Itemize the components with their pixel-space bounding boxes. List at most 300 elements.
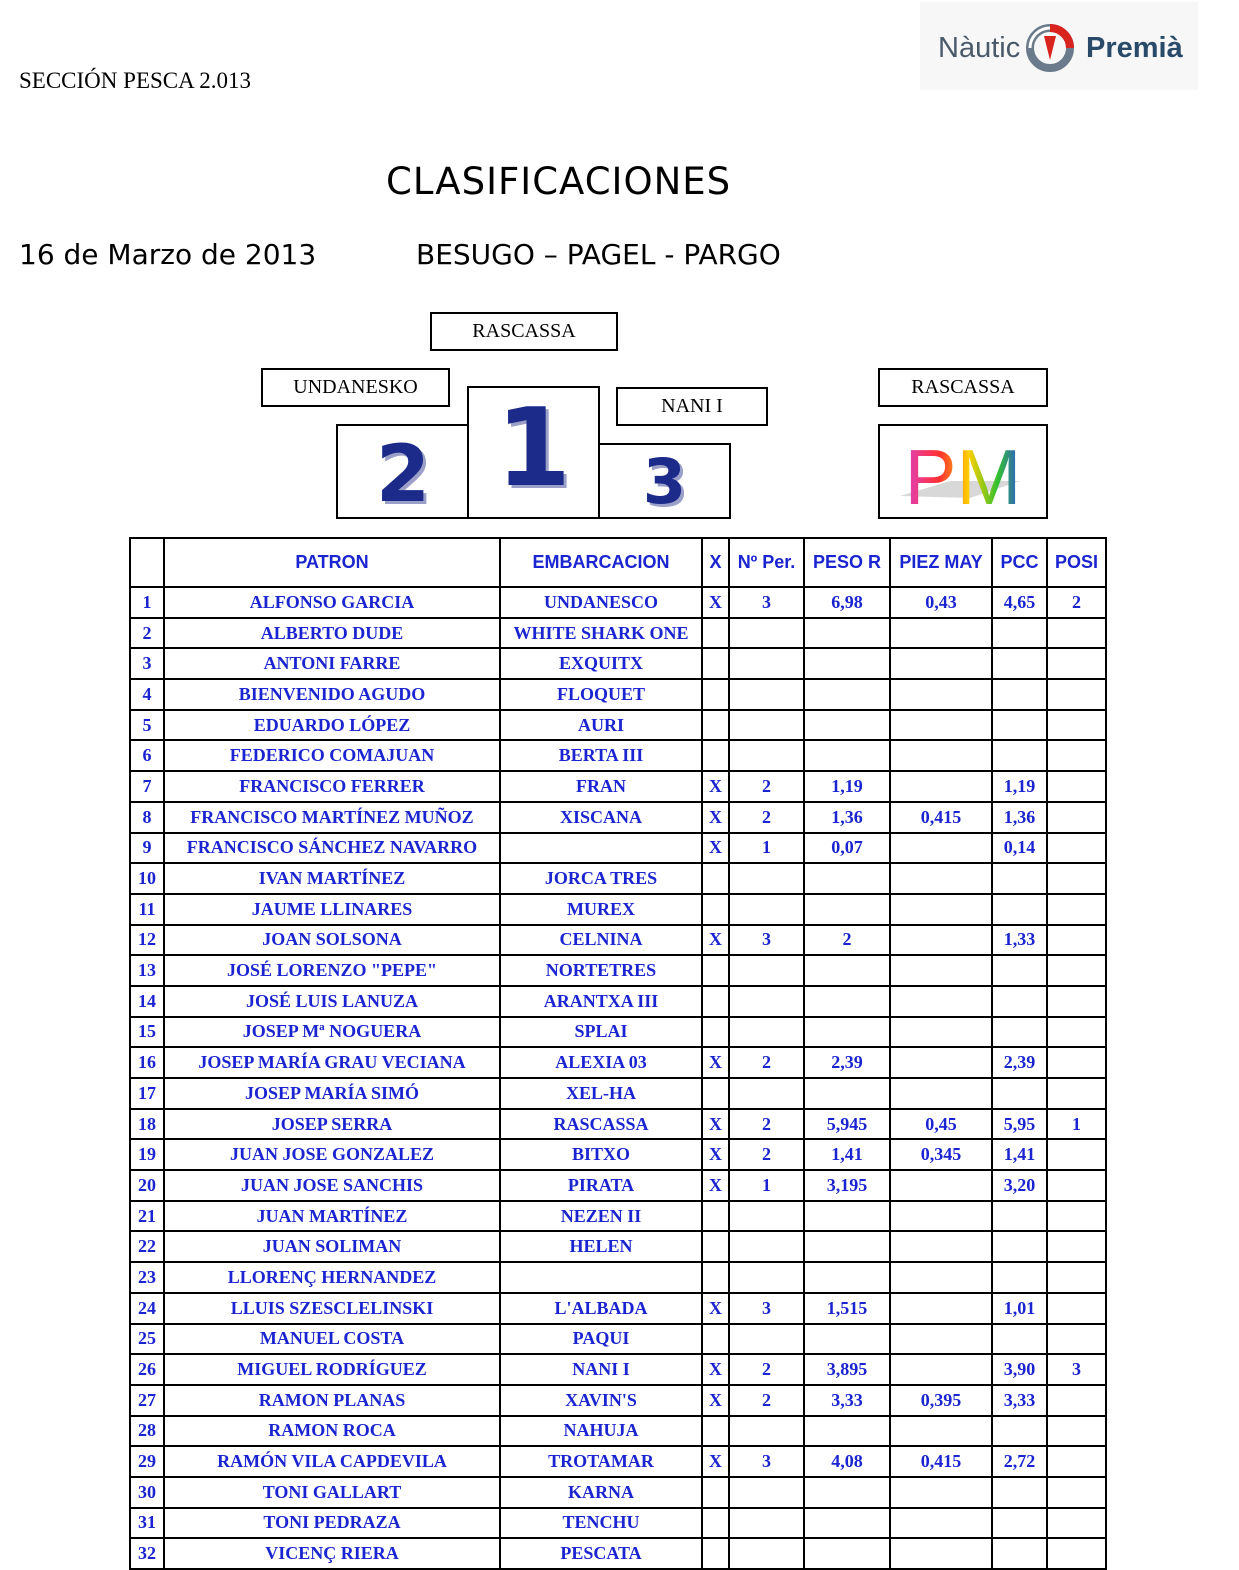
patron-cell: FRANCISCO MARTÍNEZ MUÑOZ: [164, 802, 500, 833]
posi-cell: [1047, 1078, 1106, 1109]
embarcacion-cell: PESCATA: [500, 1538, 702, 1569]
results-table: [129, 537, 1107, 1570]
x-mark-cell: [702, 1262, 729, 1293]
posi-cell: [1047, 1293, 1106, 1324]
pcc-cell: [992, 1078, 1047, 1109]
table-row: [130, 1446, 1106, 1477]
embarcacion-cell: XEL-HA: [500, 1078, 702, 1109]
table-row: [130, 955, 1106, 986]
piez-may-cell: [890, 1170, 992, 1201]
piez-may-cell: 0,345: [890, 1139, 992, 1170]
embarcacion-cell: XISCANA: [500, 802, 702, 833]
peso-r-cell: 1,36: [804, 802, 890, 833]
embarcacion-cell: NANI I: [500, 1354, 702, 1385]
posi-cell: [1047, 1262, 1106, 1293]
table-row: [130, 1231, 1106, 1262]
peso-r-cell: [804, 1538, 890, 1569]
num-per-cell: [729, 863, 804, 894]
embarcacion-cell: [500, 833, 702, 864]
embarcacion-cell: KARNA: [500, 1477, 702, 1508]
embarcacion-cell: PAQUI: [500, 1324, 702, 1355]
patron-cell: RAMON ROCA: [164, 1416, 500, 1447]
posi-cell: [1047, 1538, 1106, 1569]
piez-may-cell: [890, 1078, 992, 1109]
posi-cell: [1047, 1201, 1106, 1232]
num-per-cell: [729, 1508, 804, 1539]
podium-first-step: [467, 386, 600, 519]
num-per-cell: [729, 1201, 804, 1232]
patron-cell: LLORENÇ HERNANDEZ: [164, 1262, 500, 1293]
table-row: [130, 1109, 1106, 1140]
embarcacion-cell: CELNINA: [500, 925, 702, 956]
table-row: [130, 587, 1106, 618]
num-per-cell: 2: [729, 1047, 804, 1078]
peso-r-cell: [804, 1508, 890, 1539]
table-row: [130, 1354, 1106, 1385]
col-header-patron: PATRON: [164, 538, 500, 587]
peso-r-cell: [804, 986, 890, 1017]
pcc-cell: [992, 1477, 1047, 1508]
peso-r-cell: [804, 1201, 890, 1232]
pcc-cell: [992, 618, 1047, 649]
patron-cell: JOSÉ LUIS LANUZA: [164, 986, 500, 1017]
x-mark-cell: [702, 1508, 729, 1539]
row-number-cell: 19: [130, 1139, 164, 1170]
patron-cell: FEDERICO COMAJUAN: [164, 740, 500, 771]
patron-cell: RAMON PLANAS: [164, 1385, 500, 1416]
pcc-cell: [992, 648, 1047, 679]
embarcacion-cell: HELEN: [500, 1231, 702, 1262]
posi-cell: [1047, 863, 1106, 894]
embarcacion-cell: PIRATA: [500, 1170, 702, 1201]
patron-cell: FRANCISCO FERRER: [164, 771, 500, 802]
podium-second-rank: 2: [375, 430, 431, 520]
num-per-cell: 3: [729, 1293, 804, 1324]
patron-cell: MIGUEL RODRÍGUEZ: [164, 1354, 500, 1385]
podium-third-rank: 3: [642, 445, 687, 518]
peso-r-cell: [804, 679, 890, 710]
patron-cell: JUAN MARTÍNEZ: [164, 1201, 500, 1232]
x-mark-cell: X: [702, 587, 729, 618]
peso-r-cell: [804, 1017, 890, 1048]
x-mark-cell: [702, 1416, 729, 1447]
embarcacion-cell: RASCASSA: [500, 1109, 702, 1140]
pcc-cell: 3,20: [992, 1170, 1047, 1201]
row-number-cell: 15: [130, 1017, 164, 1048]
pcc-cell: 5,95: [992, 1109, 1047, 1140]
pcc-cell: [992, 1324, 1047, 1355]
peso-r-cell: 3,895: [804, 1354, 890, 1385]
num-per-cell: 2: [729, 1385, 804, 1416]
pcc-cell: [992, 679, 1047, 710]
table-row: [130, 1477, 1106, 1508]
piez-may-cell: [890, 1508, 992, 1539]
pcc-cell: 1,36: [992, 802, 1047, 833]
table-row: [130, 740, 1106, 771]
peso-r-cell: [804, 648, 890, 679]
x-mark-cell: [702, 863, 729, 894]
row-number-cell: 17: [130, 1078, 164, 1109]
embarcacion-cell: BERTA III: [500, 740, 702, 771]
logo-text-left: Nàutic: [938, 32, 1021, 64]
embarcacion-cell: AURI: [500, 710, 702, 741]
logo-text-right: Premià: [1086, 32, 1183, 64]
peso-r-cell: [804, 1416, 890, 1447]
posi-cell: [1047, 771, 1106, 802]
event-date: 16 de Marzo de 2013: [19, 238, 317, 271]
x-mark-cell: [702, 710, 729, 741]
patron-cell: JUAN JOSE SANCHIS: [164, 1170, 500, 1201]
piez-may-cell: [890, 1324, 992, 1355]
pm-logo: [878, 424, 1048, 519]
num-per-cell: 3: [729, 925, 804, 956]
pcc-cell: [992, 1508, 1047, 1539]
x-mark-cell: [702, 1477, 729, 1508]
peso-r-cell: [804, 955, 890, 986]
pm-logo-text: PM: [904, 433, 1022, 517]
embarcacion-cell: FRAN: [500, 771, 702, 802]
piez-may-cell: 0,415: [890, 802, 992, 833]
col-header-num: [130, 538, 164, 587]
posi-cell: [1047, 1385, 1106, 1416]
piez-may-cell: [890, 1017, 992, 1048]
x-mark-cell: [702, 679, 729, 710]
patron-cell: ANTONI FARRE: [164, 648, 500, 679]
piez-may-cell: [890, 740, 992, 771]
pcc-cell: [992, 863, 1047, 894]
posi-cell: 2: [1047, 587, 1106, 618]
table-row: [130, 833, 1106, 864]
row-number-cell: 7: [130, 771, 164, 802]
posi-cell: [1047, 1231, 1106, 1262]
posi-cell: [1047, 1324, 1106, 1355]
patron-cell: ALBERTO DUDE: [164, 618, 500, 649]
x-mark-cell: X: [702, 1385, 729, 1416]
pcc-cell: 1,41: [992, 1139, 1047, 1170]
pcc-cell: 3,90: [992, 1354, 1047, 1385]
x-mark-cell: X: [702, 833, 729, 864]
x-mark-cell: [702, 1201, 729, 1232]
embarcacion-cell: TENCHU: [500, 1508, 702, 1539]
posi-cell: [1047, 802, 1106, 833]
row-number-cell: 20: [130, 1170, 164, 1201]
embarcacion-cell: NORTETRES: [500, 955, 702, 986]
col-header-pcc: PCC: [992, 538, 1047, 587]
table-row: [130, 1017, 1106, 1048]
embarcacion-cell: UNDANESCO: [500, 587, 702, 618]
piez-may-cell: [890, 986, 992, 1017]
num-per-cell: [729, 1538, 804, 1569]
podium-second-name: UNDANESKO: [261, 368, 450, 407]
peso-r-cell: [804, 863, 890, 894]
embarcacion-cell: NAHUJA: [500, 1416, 702, 1447]
peso-r-cell: 3,33: [804, 1385, 890, 1416]
x-mark-cell: [702, 1017, 729, 1048]
embarcacion-cell: JORCA TRES: [500, 863, 702, 894]
posi-cell: [1047, 710, 1106, 741]
pcc-cell: 2,72: [992, 1446, 1047, 1477]
row-number-cell: 27: [130, 1385, 164, 1416]
x-mark-cell: [702, 1078, 729, 1109]
table-row: [130, 1047, 1106, 1078]
num-per-cell: [729, 1324, 804, 1355]
piez-may-cell: [890, 1047, 992, 1078]
table-row: [130, 1078, 1106, 1109]
embarcacion-cell: ARANTXA III: [500, 986, 702, 1017]
pcc-cell: [992, 1231, 1047, 1262]
col-header-embarcacion: EMBARCACION: [500, 538, 702, 587]
x-mark-cell: [702, 1231, 729, 1262]
table-row: [130, 1385, 1106, 1416]
col-header-x: X: [702, 538, 729, 587]
patron-cell: TONI PEDRAZA: [164, 1508, 500, 1539]
patron-cell: JUAN SOLIMAN: [164, 1231, 500, 1262]
embarcacion-cell: ALEXIA 03: [500, 1047, 702, 1078]
x-mark-cell: [702, 894, 729, 925]
peso-r-cell: [804, 1231, 890, 1262]
embarcacion-cell: [500, 1262, 702, 1293]
peso-r-cell: 1,515: [804, 1293, 890, 1324]
table-row: [130, 1262, 1106, 1293]
peso-r-cell: [804, 1078, 890, 1109]
num-per-cell: [729, 679, 804, 710]
embarcacion-cell: XAVIN'S: [500, 1385, 702, 1416]
pcc-cell: 3,33: [992, 1385, 1047, 1416]
patron-cell: JOSÉ LORENZO "PEPE": [164, 955, 500, 986]
peso-r-cell: 0,07: [804, 833, 890, 864]
piez-may-cell: [890, 679, 992, 710]
table-row: [130, 1538, 1106, 1569]
embarcacion-cell: L'ALBADA: [500, 1293, 702, 1324]
num-per-cell: 2: [729, 1109, 804, 1140]
piez-may-cell: [890, 710, 992, 741]
num-per-cell: [729, 648, 804, 679]
embarcacion-cell: EXQUITX: [500, 648, 702, 679]
x-mark-cell: X: [702, 925, 729, 956]
table-row: [130, 1201, 1106, 1232]
patron-cell: LLUIS SZESCLELINSKI: [164, 1293, 500, 1324]
podium-first-name: RASCASSA: [430, 312, 618, 351]
posi-cell: [1047, 618, 1106, 649]
pcc-cell: [992, 1416, 1047, 1447]
table-row: [130, 1139, 1106, 1170]
table-row: [130, 986, 1106, 1017]
x-mark-cell: X: [702, 771, 729, 802]
patron-cell: JOSEP MARÍA SIMÓ: [164, 1078, 500, 1109]
posi-cell: [1047, 986, 1106, 1017]
patron-cell: FRANCISCO SÁNCHEZ NAVARRO: [164, 833, 500, 864]
pcc-cell: [992, 1262, 1047, 1293]
table-row: [130, 710, 1106, 741]
pcc-cell: 2,39: [992, 1047, 1047, 1078]
patron-cell: JOAN SOLSONA: [164, 925, 500, 956]
row-number-cell: 11: [130, 894, 164, 925]
piez-may-cell: [890, 1293, 992, 1324]
col-header-posi: POSI: [1047, 538, 1106, 587]
row-number-cell: 25: [130, 1324, 164, 1355]
peso-r-cell: 2: [804, 925, 890, 956]
peso-r-cell: 1,19: [804, 771, 890, 802]
embarcacion-cell: BITXO: [500, 1139, 702, 1170]
pcc-cell: 1,01: [992, 1293, 1047, 1324]
peso-r-cell: [804, 710, 890, 741]
row-number-cell: 9: [130, 833, 164, 864]
peso-r-cell: [804, 1262, 890, 1293]
patron-cell: JOSEP Mª NOGUERA: [164, 1017, 500, 1048]
event-species: BESUGO – PAGEL - PARGO: [416, 238, 781, 271]
row-number-cell: 21: [130, 1201, 164, 1232]
piez-may-cell: [890, 863, 992, 894]
row-number-cell: 1: [130, 587, 164, 618]
num-per-cell: [729, 986, 804, 1017]
lifebuoy-icon: [1024, 22, 1076, 74]
piez-may-cell: [890, 894, 992, 925]
row-number-cell: 3: [130, 648, 164, 679]
piez-may-cell: [890, 1416, 992, 1447]
row-number-cell: 2: [130, 618, 164, 649]
patron-cell: MANUEL COSTA: [164, 1324, 500, 1355]
num-per-cell: [729, 740, 804, 771]
row-number-cell: 5: [130, 710, 164, 741]
col-header-peso: PESO R: [804, 538, 890, 587]
num-per-cell: 3: [729, 587, 804, 618]
pcc-cell: [992, 986, 1047, 1017]
num-per-cell: [729, 1231, 804, 1262]
posi-cell: [1047, 925, 1106, 956]
x-mark-cell: [702, 618, 729, 649]
table-row: [130, 679, 1106, 710]
row-number-cell: 18: [130, 1109, 164, 1140]
row-number-cell: 31: [130, 1508, 164, 1539]
patron-cell: BIENVENIDO AGUDO: [164, 679, 500, 710]
x-mark-cell: X: [702, 802, 729, 833]
table-row: [130, 894, 1106, 925]
pcc-cell: [992, 894, 1047, 925]
peso-r-cell: 5,945: [804, 1109, 890, 1140]
podium-second-step: [336, 424, 470, 519]
posi-cell: [1047, 1170, 1106, 1201]
row-number-cell: 23: [130, 1262, 164, 1293]
posi-cell: [1047, 740, 1106, 771]
x-mark-cell: X: [702, 1354, 729, 1385]
table-row: [130, 802, 1106, 833]
x-mark-cell: [702, 740, 729, 771]
num-per-cell: [729, 618, 804, 649]
posi-cell: [1047, 1508, 1106, 1539]
table-row: [130, 648, 1106, 679]
patron-cell: EDUARDO LÓPEZ: [164, 710, 500, 741]
num-per-cell: 2: [729, 771, 804, 802]
x-mark-cell: [702, 955, 729, 986]
row-number-cell: 4: [130, 679, 164, 710]
posi-cell: [1047, 1047, 1106, 1078]
x-mark-cell: X: [702, 1139, 729, 1170]
x-mark-cell: [702, 986, 729, 1017]
piez-may-cell: [890, 1354, 992, 1385]
num-per-cell: [729, 710, 804, 741]
piez-may-cell: 0,415: [890, 1446, 992, 1477]
pcc-cell: [992, 1201, 1047, 1232]
page-title: CLASIFICACIONES: [386, 160, 732, 203]
piez-may-cell: 0,43: [890, 587, 992, 618]
peso-r-cell: 4,08: [804, 1446, 890, 1477]
embarcacion-cell: SPLAI: [500, 1017, 702, 1048]
pcc-cell: [992, 1538, 1047, 1569]
row-number-cell: 32: [130, 1538, 164, 1569]
peso-r-cell: 2,39: [804, 1047, 890, 1078]
num-per-cell: [729, 894, 804, 925]
num-per-cell: [729, 1262, 804, 1293]
col-header-piez: PIEZ MAY: [890, 538, 992, 587]
num-per-cell: 2: [729, 1354, 804, 1385]
num-per-cell: [729, 1017, 804, 1048]
piez-may-cell: [890, 955, 992, 986]
x-mark-cell: X: [702, 1109, 729, 1140]
table-row: [130, 771, 1106, 802]
piez-may-cell: 0,45: [890, 1109, 992, 1140]
posi-cell: [1047, 1017, 1106, 1048]
row-number-cell: 24: [130, 1293, 164, 1324]
piez-may-cell: [890, 1201, 992, 1232]
num-per-cell: 1: [729, 1170, 804, 1201]
row-number-cell: 26: [130, 1354, 164, 1385]
row-number-cell: 29: [130, 1446, 164, 1477]
embarcacion-cell: MUREX: [500, 894, 702, 925]
patron-cell: ALFONSO GARCIA: [164, 587, 500, 618]
patron-cell: JOSEP MARÍA GRAU VECIANA: [164, 1047, 500, 1078]
row-number-cell: 30: [130, 1477, 164, 1508]
podium-first-rank: 1: [495, 386, 572, 511]
patron-cell: VICENÇ RIERA: [164, 1538, 500, 1569]
num-per-cell: [729, 1078, 804, 1109]
pm-logo-icon: [880, 426, 1046, 517]
table-row: [130, 925, 1106, 956]
posi-cell: 1: [1047, 1109, 1106, 1140]
num-per-cell: 3: [729, 1446, 804, 1477]
row-number-cell: 22: [130, 1231, 164, 1262]
x-mark-cell: X: [702, 1170, 729, 1201]
x-mark-cell: X: [702, 1293, 729, 1324]
piez-may-cell: 0,395: [890, 1385, 992, 1416]
pcc-cell: 4,65: [992, 587, 1047, 618]
patron-cell: JOSEP SERRA: [164, 1109, 500, 1140]
peso-r-cell: [804, 1477, 890, 1508]
posi-cell: [1047, 679, 1106, 710]
piez-may-cell: [890, 771, 992, 802]
num-per-cell: 1: [729, 833, 804, 864]
embarcacion-cell: FLOQUET: [500, 679, 702, 710]
x-mark-cell: [702, 648, 729, 679]
posi-cell: [1047, 955, 1106, 986]
podium-third-step: [598, 443, 731, 519]
posi-cell: [1047, 1446, 1106, 1477]
row-number-cell: 12: [130, 925, 164, 956]
special-prize-name: RASCASSA: [878, 368, 1048, 407]
peso-r-cell: 1,41: [804, 1139, 890, 1170]
piez-may-cell: [890, 618, 992, 649]
peso-r-cell: 6,98: [804, 587, 890, 618]
x-mark-cell: X: [702, 1446, 729, 1477]
row-number-cell: 10: [130, 863, 164, 894]
patron-cell: TONI GALLART: [164, 1477, 500, 1508]
podium-third-name: NANI I: [616, 387, 768, 426]
embarcacion-cell: NEZEN II: [500, 1201, 702, 1232]
peso-r-cell: [804, 1324, 890, 1355]
num-per-cell: 2: [729, 1139, 804, 1170]
piez-may-cell: [890, 925, 992, 956]
pcc-cell: [992, 740, 1047, 771]
row-number-cell: 13: [130, 955, 164, 986]
